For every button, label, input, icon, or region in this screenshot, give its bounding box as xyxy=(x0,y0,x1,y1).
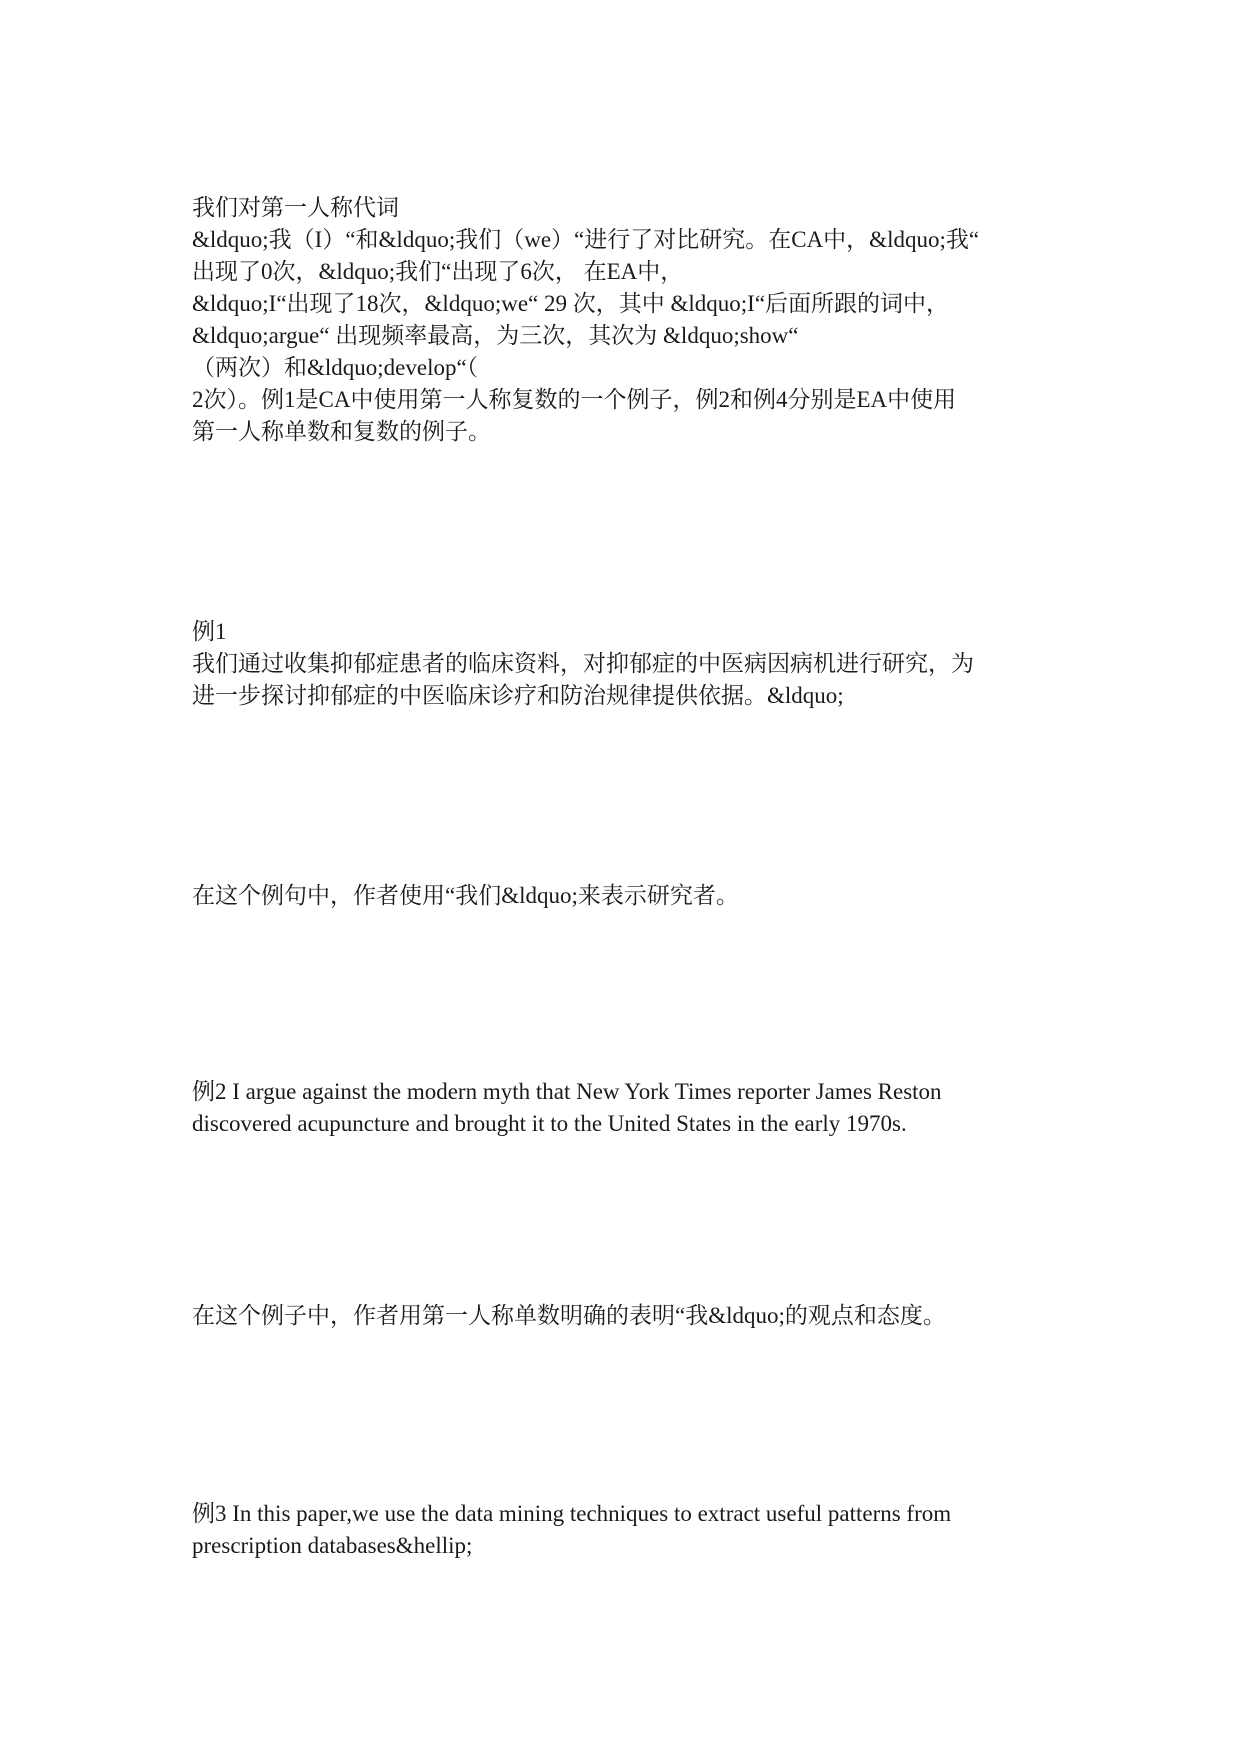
intro-line: 第一人称单数和复数的例子。 xyxy=(192,419,491,444)
intro-line: 2次）。例1是CA中使用第一人称复数的一个例子，例2和例4分别是EA中使用 xyxy=(192,387,957,412)
intro-line: （两次）和&ldquo;develop“（ xyxy=(192,355,479,380)
example2-line: discovered acupuncture and brought it to the United States in the early 1970s. xyxy=(192,1111,907,1136)
example3-line: 例3 In this paper,we use the data mining techniques to extract useful patterns from xyxy=(192,1501,952,1526)
example1-comment xyxy=(192,880,1072,912)
example2-paragraph xyxy=(192,1076,1072,1140)
example3-line: prescription databases&hellip; xyxy=(192,1533,473,1558)
example1-line: 进一步探讨抑郁症的中医临床诊疗和防治规律提供依据。&ldquo; xyxy=(192,683,844,708)
intro-line: 我们对第一人称代词 xyxy=(192,195,399,220)
intro-paragraph xyxy=(192,192,1072,448)
intro-line: &ldquo;argue“ 出现频率最高，为三次，其次为 &ldquo;show“ xyxy=(192,323,799,348)
comment-line: 在这个例句中，作者使用“我们&ldquo;来表示研究者。 xyxy=(192,883,739,908)
example3-paragraph xyxy=(192,1498,1072,1562)
example-label: 例1 xyxy=(192,619,227,644)
comment-line: 在这个例子中，作者用第一人称单数明确的表明“我&ldquo;的观点和态度。 xyxy=(192,1303,946,1328)
intro-line: &ldquo;I“出现了18次，&ldquo;we“ 29 次，其中 &ldquo;I“后面所跟的词中， xyxy=(192,291,950,316)
intro-line: 出现了0次，&ldquo;我们“出现了6次， 在EA中， xyxy=(192,259,684,284)
example2-line: 例2 I argue against the modern myth that New York Times reporter James Reston xyxy=(192,1079,942,1104)
example1-label xyxy=(192,616,1072,648)
example2-comment xyxy=(192,1300,1072,1332)
example1-paragraph xyxy=(192,648,1072,712)
intro-line: &ldquo;我（I）“和&ldquo;我们（we）“进行了对比研究。在CA中，&ldquo;我“ xyxy=(192,227,980,252)
example1-line: 我们通过收集抑郁症患者的临床资料，对抑郁症的中医病因病机进行研究，为 xyxy=(192,651,974,676)
